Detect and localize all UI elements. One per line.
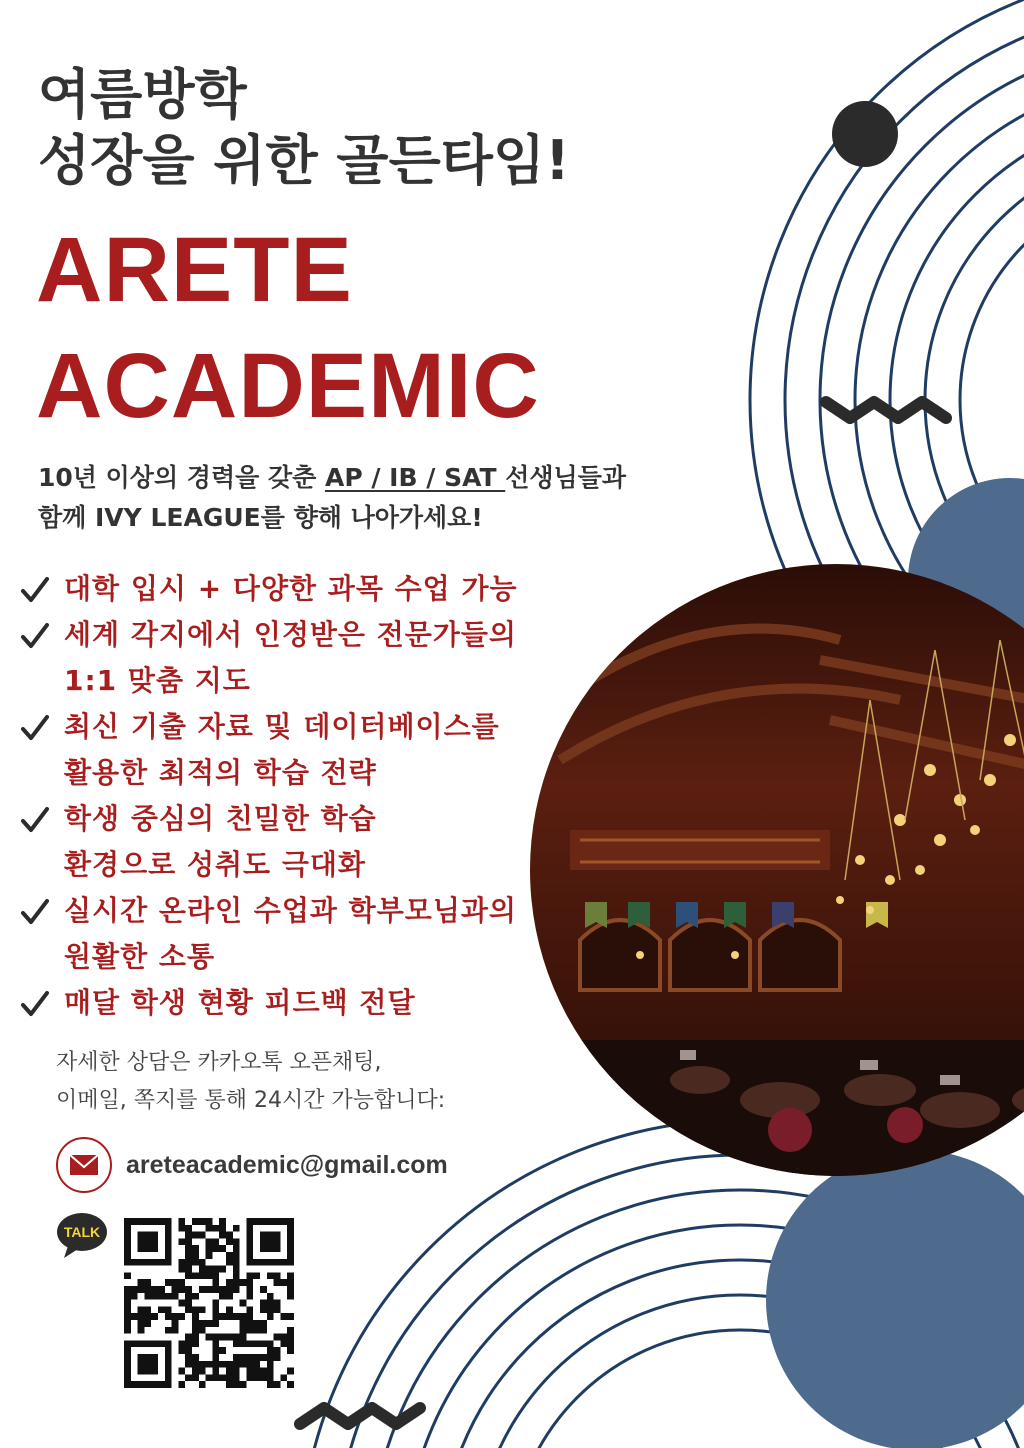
feature-line: 세계 각지에서 인정받은 전문가들의 (64, 618, 517, 651)
intro-part-1: 10년 이상의 경력을 갖춘 (38, 463, 325, 492)
email-contact[interactable] (56, 1136, 448, 1194)
feature-item (20, 888, 580, 980)
feature-item (20, 980, 580, 1026)
feature-item (20, 796, 580, 888)
brand-name (36, 212, 540, 444)
consult-text (56, 1044, 445, 1120)
check-icon (20, 806, 50, 834)
feature-line: 실시간 온라인 수업과 학부모님과의 (64, 894, 517, 927)
intro-highlight: AP / IB / SAT (324, 463, 506, 492)
email-address[interactable]: areteacademic@gmail.com (126, 1150, 448, 1179)
mail-icon (56, 1137, 112, 1193)
brand-line-2: ACADEMIC (36, 335, 540, 437)
check-icon (20, 714, 50, 742)
feature-line: 1:1 맞춤 지도 (64, 664, 251, 697)
zigzag-top (826, 402, 946, 418)
intro-line-2: 함께 IVY LEAGUE를 향해 나아가세요! (38, 503, 483, 532)
feature-list (20, 566, 580, 1026)
qr-code[interactable] (124, 1218, 294, 1388)
dark-dot (832, 101, 898, 167)
feature-line: 대학 입시 + 다양한 과목 수업 가능 (64, 572, 518, 605)
intro-text (38, 458, 718, 538)
headline-line-1: 여름방학 (38, 63, 247, 126)
check-icon (20, 898, 50, 926)
consult-line-2: 이메일, 쪽지를 통해 24시간 가능합니다: (56, 1088, 446, 1113)
headline (38, 62, 570, 194)
talk-label: TALK (63, 1224, 101, 1240)
kakaotalk-icon[interactable] (56, 1212, 108, 1260)
feature-item (20, 612, 580, 704)
check-icon (20, 990, 50, 1018)
consult-line-1: 자세한 상담은 카카오톡 오픈채팅, (56, 1050, 382, 1075)
feature-line: 최신 기출 자료 및 데이터베이스를 (64, 710, 500, 743)
feature-item (20, 704, 580, 796)
intro-line-1 (38, 458, 718, 498)
dining-hall-photo (520, 560, 1024, 1200)
check-icon (20, 622, 50, 650)
feature-line: 학생 중심의 친밀한 학습 (64, 802, 377, 835)
intro-part-2: 선생님들과 (505, 463, 627, 492)
feature-line: 환경으로 성취도 극대화 (64, 848, 366, 881)
feature-line: 매달 학생 현황 피드백 전달 (64, 986, 416, 1019)
brand-line-1: ARETE (36, 219, 353, 321)
feature-item (20, 566, 580, 612)
headline-line-2: 성장을 위한 골든타임! (38, 129, 570, 192)
feature-line: 활용한 최적의 학습 전략 (64, 756, 377, 789)
feature-line: 원활한 소통 (64, 940, 215, 973)
check-icon (20, 576, 50, 604)
